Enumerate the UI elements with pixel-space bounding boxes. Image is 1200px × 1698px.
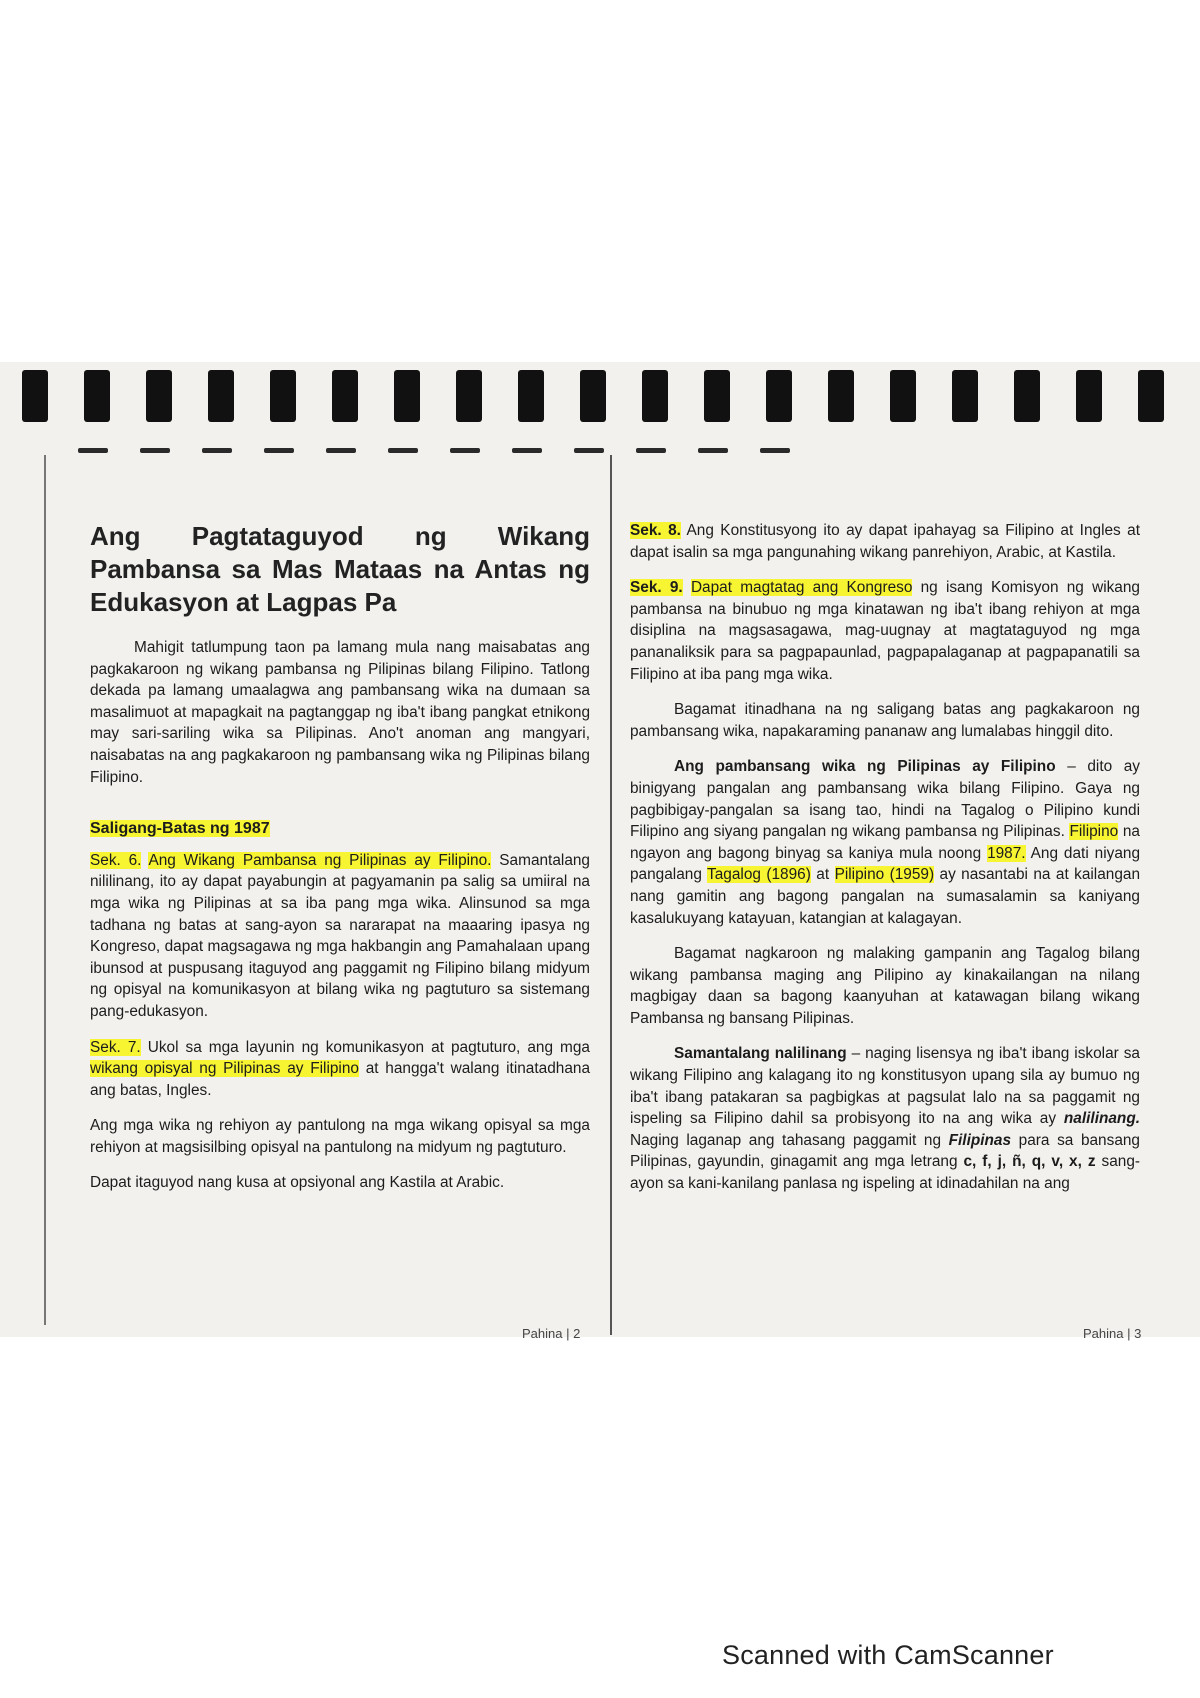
right-page bbox=[630, 520, 1140, 1209]
pambansang-wika-text-e: ay nasantabi na at kailangan nang gamitin ang bagong pangalan na sumasalamin sa kaniyang kasalukuyang katayuan, katangian at kalagayan. bbox=[630, 866, 1141, 927]
nalilinang-paragraph bbox=[630, 1043, 1140, 1194]
sek7-text-a: Ukol sa mga layunin ng komunikasyon at pagtuturo, ang mga bbox=[147, 1038, 590, 1056]
sek7-paragraph bbox=[90, 1037, 590, 1102]
binding-hole bbox=[574, 448, 604, 453]
sek9-body: ng isang Komisyon ng wikang pambansa na binubuo ng mga kinatawan ng iba't ibang rehiyon at mga disiplina na magsasagawa, mag-uugnay at magtataguyod ng mga pananaliksik para sa pagpapaunlad, pagpapalaganap at pagpapanatili sa Filipino at iba pang mga wika. bbox=[630, 579, 1140, 683]
sek6-highlight: Ang Wikang Pambansa ng Pilipinas ay Filipino. bbox=[148, 851, 492, 869]
page-title: Ang Pagtataguyod ng Wikang Pambansa sa Mas Mataas na Antas ng Edukasyon at Lagpas Pa bbox=[90, 521, 590, 617]
binding-ring bbox=[704, 370, 730, 422]
binding-ring bbox=[208, 370, 234, 422]
sek9-label: Sek. 9. bbox=[630, 579, 683, 597]
binding-ring bbox=[270, 370, 296, 422]
left-page-number: Pahina | 2 bbox=[522, 1326, 581, 1341]
nalilinang-italic: nalilinang. bbox=[1063, 1110, 1141, 1128]
binding-hole bbox=[698, 448, 728, 453]
camscanner-watermark: Scanned with CamScanner bbox=[722, 1640, 1054, 1670]
binding-ring bbox=[580, 370, 606, 422]
year-1987-highlight: 1987. bbox=[987, 844, 1026, 862]
filipino-highlight: Filipino bbox=[1069, 823, 1119, 841]
binding-hole bbox=[78, 448, 108, 453]
binding-hole bbox=[636, 448, 666, 453]
binding-hole bbox=[760, 448, 790, 453]
page-gutter bbox=[610, 455, 612, 1335]
letters-list: c, f, j, ñ, q, v, x, z bbox=[963, 1153, 1096, 1171]
binding-ring bbox=[890, 370, 916, 422]
binding-hole bbox=[140, 448, 170, 453]
binding-hole bbox=[264, 448, 294, 453]
binding-hole bbox=[202, 448, 232, 453]
sek8-paragraph bbox=[630, 520, 1140, 563]
spiral-binding bbox=[0, 362, 1200, 420]
pambansang-wika-text-d: at bbox=[816, 866, 830, 884]
nalilinang-text-b: Naging laganap ang tahasang paggamit ng bbox=[630, 1131, 942, 1149]
sek6-label: Sek. 6. bbox=[90, 851, 142, 869]
sek7-text-b: at hangga't walang itinatadhana ang batas, Ingles. bbox=[90, 1060, 591, 1099]
section-heading-text: Saligang-Batas ng 1987 bbox=[90, 820, 270, 838]
binding-ring bbox=[456, 370, 482, 422]
section-heading bbox=[90, 818, 590, 840]
nalilinang-lead: Samantalang nalilinang bbox=[674, 1045, 847, 1063]
sek9-highlight: Dapat magtatag ang Kongreso bbox=[690, 579, 913, 597]
binding-ring bbox=[1138, 370, 1164, 422]
right-page-number: Pahina | 3 bbox=[1083, 1326, 1142, 1341]
sek6-body: Samantalang nililinang, ito ay dapat payabungin at pagyamanin pa salig sa umiiral na mga wika ng Pilipinas at sa iba pang mga wika. Alinsunod sa mga tadhana ng batas at sang-ayon sa nararapat na maaaring ipasya ng Kongreso, dapat magsagawa ng mga hakbangin ang Pamahalaan upang ibunsod at puspusang itaguyod ang paggamit ng Filipino bilang midyum ng opisyal na komunikasyon at bilang wika ng pagtuturo sa sistemang pang-edukasyon. bbox=[90, 851, 590, 1020]
kastila-paragraph: Dapat itaguyod nang kusa at opsiyonal ang Kastila at Arabic. bbox=[90, 1174, 505, 1192]
intro-paragraph: Mahigit tatlumpung taon pa lamang mula nang maisabatas ang pagkakaroon ng wikang pambansa ng Pilipinas bilang Filipino. Tatlong dekada pa lamang umaalagwa ang pambansang wika na dumaan sa masalimuot at mapagkait na pagtanggap ng iba't ibang pangkat etnikong may sari-sariling wika sa Pilipinas. Ano't anoman ang mangyari, naisabatas na ang pagkakaroon ng pambansang wika ng Pilipinas bilang Filipino. bbox=[90, 639, 590, 786]
sek8-body: Ang Konstitusyong ito ay dapat ipahayag sa Filipino at Ingles at dapat isalin sa mga pangunahing wikang panrehiyon, Arabic, at Kastila. bbox=[630, 522, 1140, 561]
binding-ring bbox=[828, 370, 854, 422]
bagamat-paragraph-1: Bagamat itinadhana na ng saligang batas ang pagkakaroon ng pambansang wika, napakaraming pananaw ang lumalabas hinggil dito. bbox=[630, 701, 1140, 740]
binding-ring bbox=[332, 370, 358, 422]
sek7-label: Sek. 7. bbox=[90, 1038, 141, 1056]
binding-ring bbox=[84, 370, 110, 422]
binding-hole bbox=[326, 448, 356, 453]
nalilinang-text-d: sang-ayon sa kani-kanilang panlasa ng ispeling at idinadahilan na ang bbox=[630, 1153, 1141, 1193]
page-edge bbox=[44, 455, 46, 1325]
sek8-label: Sek. 8. bbox=[630, 522, 681, 539]
left-page bbox=[90, 520, 590, 1208]
binding-ring bbox=[642, 370, 668, 422]
binding-hole bbox=[512, 448, 542, 453]
pambansang-wika-lead: Ang pambansang wika ng Pilipinas ay Filipino bbox=[674, 758, 1056, 776]
binding-ring bbox=[766, 370, 792, 422]
binding-ring bbox=[518, 370, 544, 422]
tagalog-1896-highlight: Tagalog (1896) bbox=[707, 866, 811, 884]
binding-ring bbox=[1014, 370, 1040, 422]
binding-ring bbox=[952, 370, 978, 422]
pilipino-1959-highlight: Pilipino (1959) bbox=[834, 866, 935, 884]
nalilinang-text-a: – naging lisensya ng iba't ibang iskolar sa wikang Filipino ang kalagang ito ng konstitusyon upang sila ay bumuo ng iba't ibang patakaran sa pagbigkas at pagsulat lalo na sa paggamit ng ispeling sa Filipino dahil sa probisyong ito na ang wika ay bbox=[630, 1045, 1140, 1128]
binding-hole bbox=[450, 448, 480, 453]
binding-hole bbox=[388, 448, 418, 453]
binding-ring bbox=[1076, 370, 1102, 422]
sek7-highlight: wikang opisyal ng Pilipinas ay Filipino bbox=[90, 1060, 359, 1078]
pambansang-wika-text-c: Ang dati niyang pangalang bbox=[630, 844, 1141, 884]
bagamat-paragraph-2: Bagamat nagkaroon ng malaking gampanin ang Tagalog bilang wikang pambansa maging ang Pilipino ay kinakailangan na nilang magbigay daan sa bagong kaanyuhan at katawagan bilang wikang Pambansa ng bansang Pilipinas. bbox=[630, 945, 1140, 1027]
rehiyon-paragraph: Ang mga wika ng rehiyon ay pantulong na mga wikang opisyal sa mga rehiyon at magsisilbing opisyal na pantulong na midyum ng pagtuturo. bbox=[90, 1117, 590, 1156]
sek9-paragraph bbox=[630, 577, 1140, 685]
pambansang-wika-text-a: – dito ay binigyang pangalan ang pambansang wika bilang Filipino. Gaya ng pagbibigay-pangalan sa isang tao, hindi na Tagalog o Pilipino kundi Filipino ang siyang pangalan ng wikang pambansa ng Pilipinas. bbox=[630, 758, 1141, 841]
filipinas-term: Filipinas bbox=[948, 1131, 1012, 1149]
nalilinang-text-c: para sa bansang Pilipinas, gayundin, ginagamit ang mga letrang bbox=[630, 1131, 1140, 1171]
binding-ring bbox=[22, 370, 48, 422]
pambansang-wika-paragraph bbox=[630, 756, 1140, 929]
pambansang-wika-text-b: na ngayon ang bagong binyag sa kaniya mula noong bbox=[630, 823, 1140, 862]
sek6-paragraph bbox=[90, 850, 590, 1023]
binding-ring bbox=[394, 370, 420, 422]
binding-ring bbox=[146, 370, 172, 422]
